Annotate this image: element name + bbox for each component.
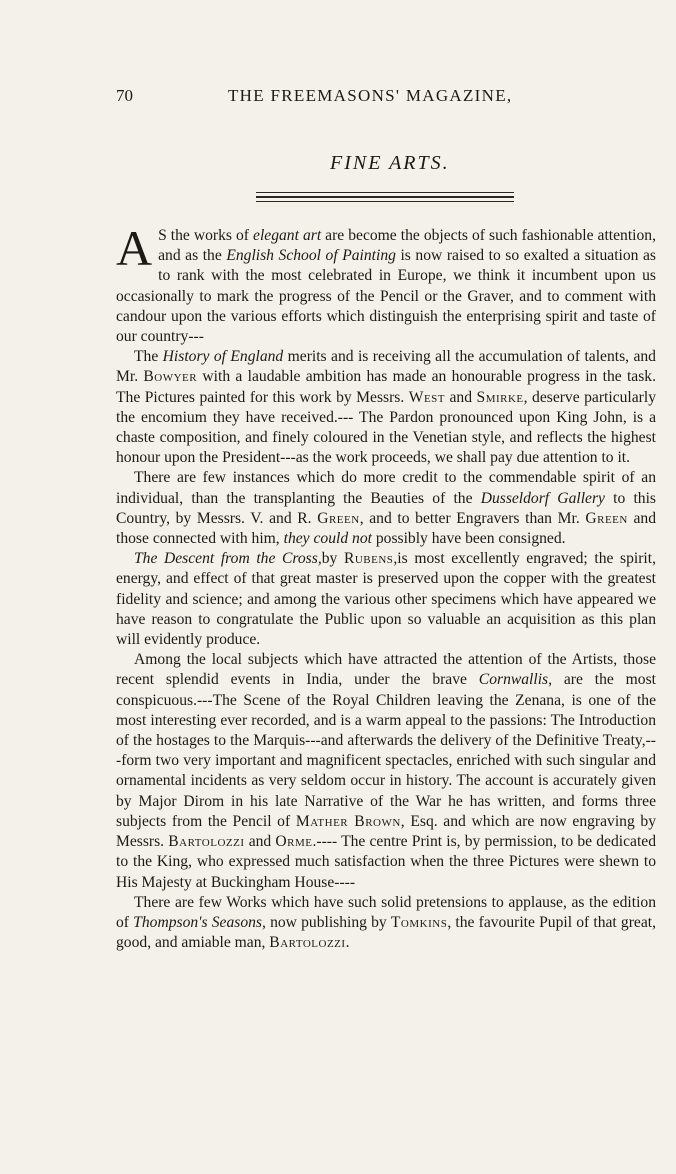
small-caps-name: Bowyer	[143, 368, 198, 386]
text-run: now publishing by	[265, 913, 391, 931]
small-caps-name: Bartolozzi	[168, 833, 245, 851]
small-caps-name: Rubens	[343, 550, 394, 568]
ornamental-rule-top	[256, 192, 514, 193]
text-run: merits and is receiving all the accumulation of talents, and Mr.	[116, 348, 656, 386]
text-run: , and to better Engravers than Mr.	[359, 509, 586, 527]
paragraph-1	[116, 220, 656, 347]
paragraph-4	[116, 549, 656, 650]
running-head-title: THE FREEMASONS' MAGAZINE,	[228, 86, 513, 105]
text-run: and those connected with him,	[116, 509, 656, 548]
italic-phrase: Dusseldorf Gallery	[480, 489, 605, 507]
italic-phrase: History of England	[162, 348, 284, 366]
text-run: ,is most excellently engraved; the spirit, energy, and effect of that great master is preserved upon the copper with the greatest fidelity and science; and among the various other specimens which have appeared we have reason to congratulate the Public upon so valuable an acquisition as this plan will evidently produce.	[116, 550, 656, 649]
italic-phrase: English School of Painting	[226, 247, 396, 265]
italic-phrase: elegant art	[253, 227, 322, 244]
italic-phrase: The Descent from the Cross,	[134, 550, 322, 568]
text-run: , deserve particularly the encomium they have received.--- The Pardon pronounced upon King John, is a chaste composition, and finely coloured in the Venetian style, and reflects the highest honour upon the President---as the work proceeds, we shall pay due attention to it.	[116, 388, 657, 467]
italic-phrase: Cornwallis,	[478, 671, 553, 689]
small-caps-name: West	[408, 388, 446, 406]
text-run: .---- The centre Print is, by permission, to be dedicated to the King, who expressed much satisfaction when the three Pictures were shewn to His Majesty at Buckingham House----	[116, 833, 656, 891]
small-caps-name: Green	[585, 509, 628, 527]
page-number: 70	[116, 86, 133, 105]
italic-phrase: Thompson's Seasons,	[133, 913, 266, 931]
text-run: , Esq. and which are now engraving by Messrs.	[116, 812, 657, 851]
small-caps-name: Bartolozzi	[269, 934, 346, 952]
article-body	[116, 220, 657, 953]
text-run: is now raised to so exalted a situation as to rank with the most celebrated in Europe, we think it incumbent upon us occasionally to mark the progress of the Pencil or the Graver, and to comment with candour upon the various efforts which distinguish the enterprising spirit and taste of our country---	[116, 247, 656, 346]
text-run: There are few Works which have such solid pretensions to applause, as the edition of	[116, 893, 656, 931]
section-title: FINE ARTS.	[330, 152, 450, 174]
text-run: by	[321, 550, 344, 568]
text-run: S the works of	[158, 227, 254, 244]
paragraph-2	[116, 347, 656, 468]
italic-phrase: they could not	[283, 530, 372, 548]
drop-cap: A	[116, 220, 153, 276]
paragraph-3	[116, 468, 656, 549]
text-run: and	[244, 833, 276, 851]
small-caps-name: Orme	[275, 833, 313, 851]
text-run: There are few instances which do more credit to the commendable spirit of an individual, than the transplanting the Beauties of the	[116, 469, 656, 507]
ornamental-rule-bottom	[256, 201, 514, 202]
text-run: are become the objects of such fashionable attention, and as the	[158, 227, 656, 265]
small-caps-name: Green	[317, 509, 360, 527]
text-run: Among the local subjects which have attracted the attention of the Artists, those recent splendid events in India, under the brave	[116, 651, 656, 689]
ornamental-rule-middle	[256, 196, 514, 198]
text-run: possibly have been consigned.	[371, 530, 566, 548]
text-run: with a laudable ambition has made an honourable progress in the task. The Pictures painted for this work by Messrs.	[116, 368, 656, 406]
small-caps-name: Mather Brown	[295, 812, 401, 830]
text-run: The	[134, 348, 163, 366]
text-run: , the favourite Pupil of that great, good, and amiable man,	[116, 913, 656, 952]
paragraph-5	[116, 650, 656, 892]
text-run: and	[445, 388, 477, 406]
paragraph-6	[116, 893, 656, 954]
small-caps-name: Tomkins	[390, 913, 448, 931]
small-caps-name: Smirke	[476, 388, 524, 406]
text-run: are the most conspicuous.---The Scene of the Royal Children leaving the Zenana, is one of the most interesting ever recorded, and is a warm appeal to the passions: The Introduction of the hostages to the Marquis---and afterwards the delivery of the Definitive Treaty,---form two very important and magnificent spectacles, enriched with such singular and ornamental incidents as very seldom occur in history. The account is accurately given by Major Dirom in his late Narrative of the War he has written, and forms three subjects from the Pencil of	[116, 671, 656, 830]
text-run: .	[345, 934, 350, 952]
text-run: to this Country, by Messrs. V. and R.	[116, 489, 656, 527]
